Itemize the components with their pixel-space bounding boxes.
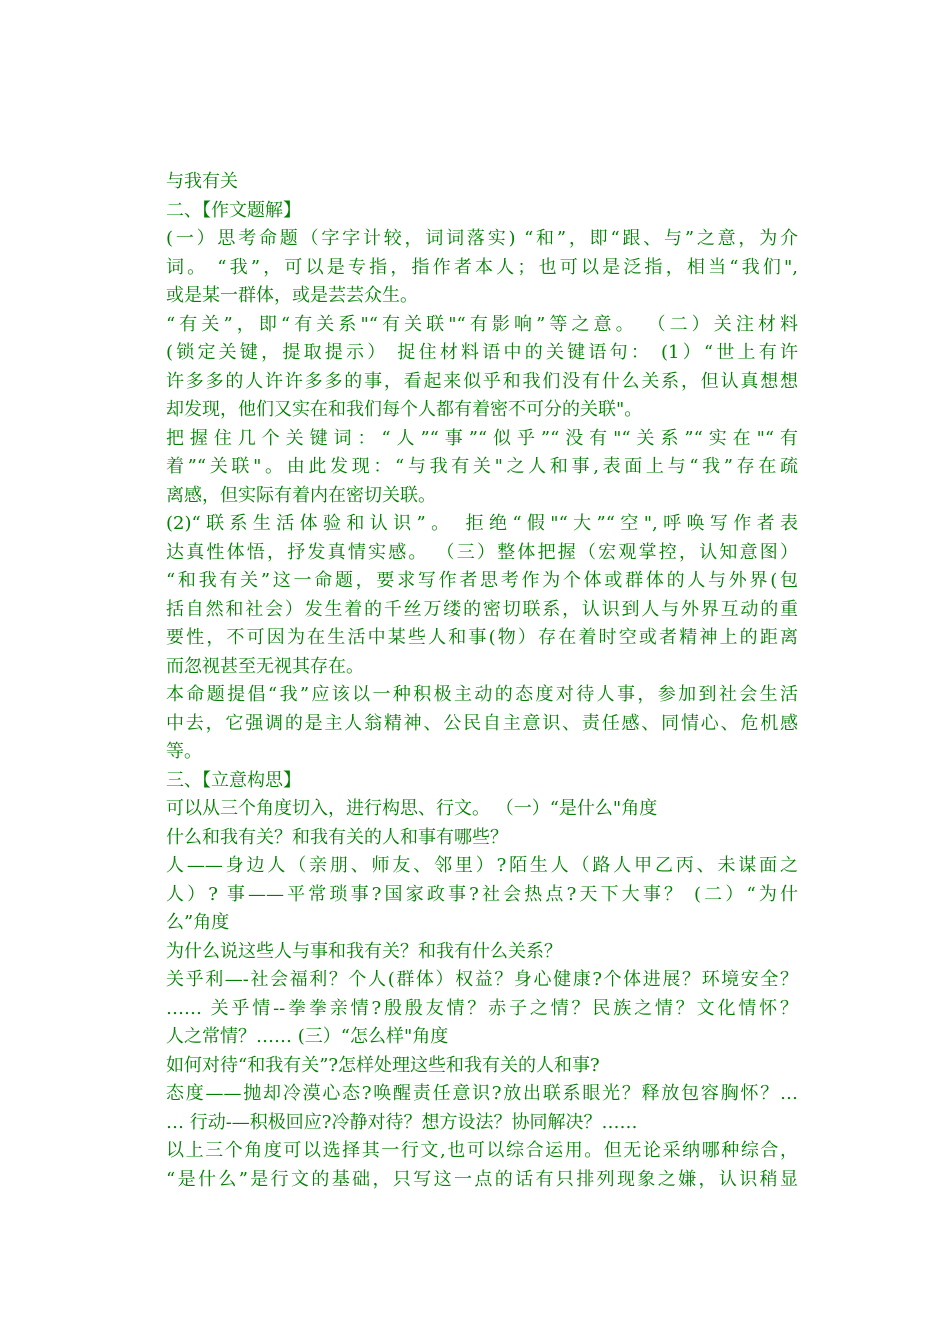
text-line: 着”“关联"。由此发现：“与我有关"之人和事,表面上与“我”存在疏	[166, 456, 798, 477]
text-line: 达真性体悟，抒发真情实感。 （三）整体把握（宏观掌控，认知意图）	[166, 541, 798, 563]
text-line: 而忽视甚至无视其存在。	[166, 655, 364, 677]
text-line: 中去，它强调的是主人翁精神、公民自主意识、责任感、同情心、危机感	[166, 712, 798, 734]
text-line: “有关”，即“有关系"“有关联"“有影响”等之意。 （二）关注材料	[166, 313, 798, 335]
text-line: 却发现，他们又实在和我们每个人都有着密不可分的关联"。	[166, 399, 643, 420]
text-line: 如何对待“和我有关”?怎样处理这些和我有关的人和事?	[166, 1054, 600, 1076]
document-body	[166, 168, 798, 1194]
text-line: 人之常情？…… (三）“怎么样"角度	[166, 1026, 449, 1047]
text-line: 等。	[166, 741, 202, 762]
text-line: 关乎利—-社会福利？个人(群体）权益？身心健康?个体进展？环境安全？	[166, 969, 798, 990]
text-line: 为什么说这些人与事和我有关？和我有什么关系？	[166, 940, 562, 962]
text-line: (锁定关键，提取提示） 捉住材料语中的关键语句： (1）“世上有许	[166, 342, 798, 363]
text-line: … 行动-—积极回应?冷静对待？想方设法？协同解决？……	[166, 1111, 638, 1133]
text-line: “和我有关”这一命题，要求写作者思考作为个体或群体的人与外界(包	[166, 570, 798, 591]
text-line: 词。 “我”，可以是专指，指作者本人；也可以是泛指，相当“我们",	[166, 256, 798, 278]
text-line: 人）? 事——平常琐事?国家政事?社会热点?天下大事？ (二）“为什	[166, 883, 798, 905]
text-line: 人——身边人（亲朋、师友、邻里）?陌生人（路人甲乙丙、未谋面之	[166, 855, 798, 876]
text-line: 把握住几个关键词：“人”“事”“似乎”“没有"“关系”“实在"“有	[166, 427, 798, 449]
text-line: 态度——抛却冷漠心态?唤醒责任意识?放出联系眼光？释放包容胸怀？…	[166, 1083, 798, 1104]
text-line: 括自然和社会）发生着的千丝万缕的密切联系，认识到人与外界互动的重	[166, 598, 798, 620]
text-line: (一）思考命题（字字计较，词词落实) “和”，即“跟、与”之意，为介	[166, 228, 798, 249]
text-line: (2)“联系生活体验和认识”。 拒绝“假"“大”“空",呼唤写作者表	[166, 513, 798, 534]
text-line: 或是某一群体，或是芸芸众生。	[166, 285, 418, 306]
text-line: 与我有关	[166, 171, 238, 192]
text-line: 二、【作文题解】	[166, 199, 301, 221]
text-line: 以上三个角度可以选择其一行文,也可以综合运用。但无论采纳哪种综合，	[166, 1140, 798, 1161]
text-line: “是什么”是行文的基础，只写这一点的话有只排列现象之嫌，认识稍显	[166, 1168, 798, 1190]
text-line: 什么和我有关？和我有关的人和事有哪些？	[166, 826, 508, 848]
text-line: 离感，但实际有着内在密切关联。	[166, 484, 436, 506]
text-line: 三、【立意构思】	[166, 769, 301, 791]
text-line: 可以从三个角度切入，进行构思、行文。 （一）“是什么"角度	[166, 798, 658, 819]
text-line: 许多多的人许许多多的事，看起来似乎和我们没有什么关系，但认真想想	[166, 370, 798, 392]
text-line: …… 关乎情--拳拳亲情?殷殷友情？赤子之情？民族之情？文化情怀？	[166, 997, 798, 1019]
text-line: 要性，不可因为在生活中某些人和事(物）存在着时空或者精神上的距离	[166, 627, 798, 648]
text-line: 么”角度	[166, 912, 230, 933]
text-line: 本命题提倡“我”应该以一种积极主动的态度对待人事，参加到社会生活	[166, 684, 798, 705]
